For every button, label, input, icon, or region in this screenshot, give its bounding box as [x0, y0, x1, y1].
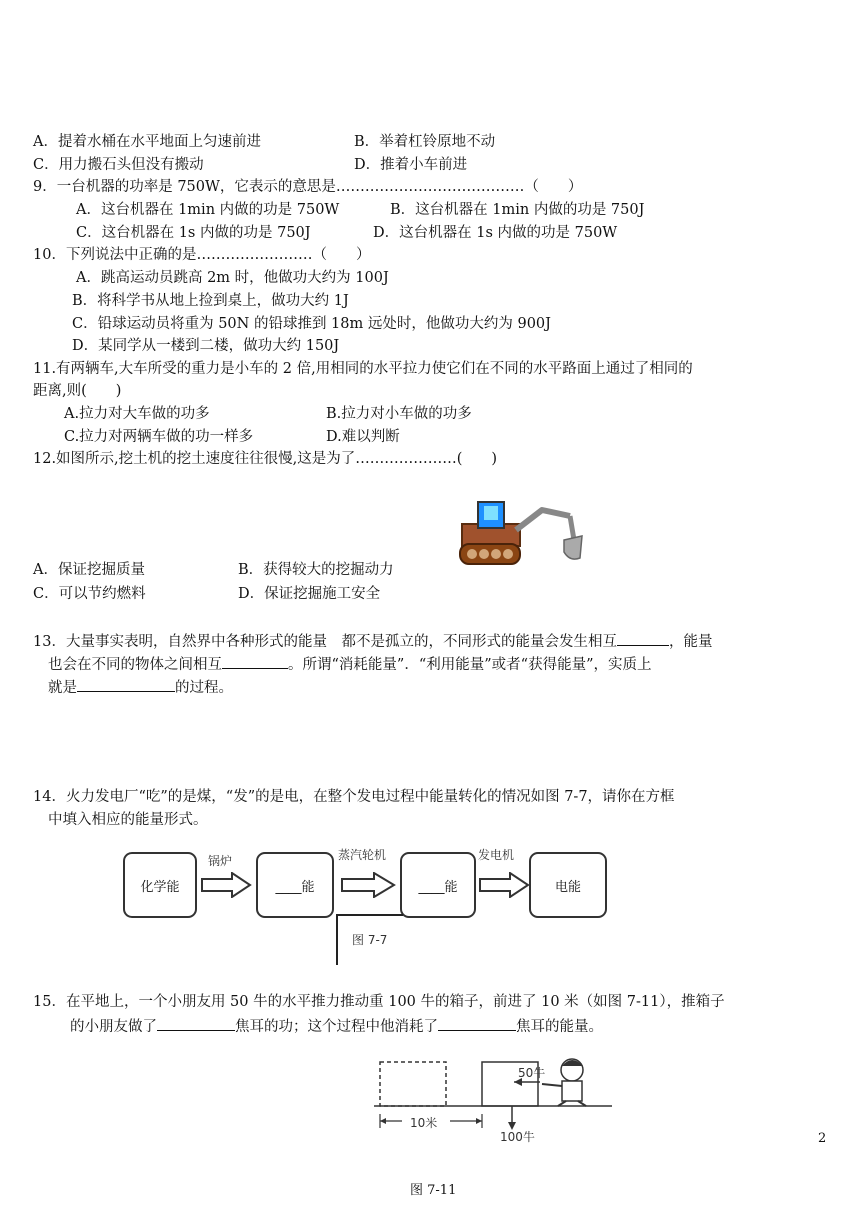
q13-blank-2[interactable] — [222, 654, 288, 669]
q11-option-b: B.拉力对小车做的功多 — [326, 406, 472, 422]
q8-option-c: C．用力搬石头但没有搬动 — [33, 157, 204, 173]
q11-option-c: C.拉力对两辆车做的功一样多 — [64, 429, 254, 445]
q9-option-c: C．这台机器在 1s 内做的功是 750J — [76, 225, 311, 241]
energy-box-chemical: 化学能 — [123, 852, 197, 918]
q9-option-a: A．这台机器在 1min 内做的功是 750W — [76, 202, 340, 218]
q15-blank-2[interactable] — [438, 1016, 516, 1031]
q10-option-c: C．铅球运动员将重为 50N 的铅球推到 18m 远处时，他做功大约为 900J — [72, 316, 551, 332]
weight-label: 100牛 — [500, 1130, 535, 1144]
arrow-label-turbine: 蒸汽轮机 — [338, 848, 387, 862]
q8-option-d: D．推着小车前进 — [354, 157, 468, 173]
q15-blank-1[interactable] — [157, 1016, 235, 1031]
q13-line1-text-b: ，能量 — [668, 634, 713, 650]
q13-line3-text-b: 的过程。 — [175, 680, 233, 696]
q13-blank-1[interactable] — [617, 631, 669, 646]
arrow-label-boiler: 锅炉 — [208, 854, 233, 868]
q15-line1: 15．在平地上，一个小朋友用 50 牛的水平推力推动重 100 牛的箱子，前进了 10 米（如图 7-11），推箱子 — [33, 994, 725, 1010]
q12-option-b: B．获得较大的挖掘动力 — [238, 562, 394, 578]
q13-line3-text: 就是 — [48, 680, 77, 696]
figure-7-11-caption: 图 7-11 — [410, 1183, 457, 1198]
q12-option-a: A．保证挖掘质量 — [33, 562, 145, 578]
q8-option-a: A．提着水桶在水平地面上匀速前进 — [33, 134, 261, 150]
arrow-right-icon — [340, 872, 396, 898]
q12-stem: 12.如图所示,挖土机的挖土速度往往很慢,这是为了…………………( ) — [33, 451, 498, 467]
q15-line2-text-b: 焦耳的功；这个过程中他消耗了 — [235, 1019, 438, 1035]
q13-line1 — [33, 631, 712, 651]
energy-box-blank-2[interactable]: ____能 — [400, 852, 476, 918]
force-label: 50牛 — [518, 1066, 546, 1080]
q13-line1-text: 13．大量事实表明，自然界中各种形式的能量 都不是孤立的，不同形式的能量会发生相互 — [33, 634, 617, 650]
q14-line1: 14．火力发电厂“吃”的是煤，“发”的是电，在整个发电过程中能量转化的情况如图 7-7，请你在方框 — [33, 789, 675, 805]
figure-7-7-caption: 图 7-7 — [352, 933, 388, 947]
q11-option-d: D.难以判断 — [326, 429, 400, 445]
q9-stem: 9．一台机器的功率是 750W，它表示的意思是…………………………………（ ） — [33, 179, 583, 195]
arrow-right-icon — [478, 872, 530, 898]
page-number: 2 — [818, 1131, 827, 1146]
q10-option-b: B．将科学书从地上捡到桌上，做功大约 1J — [72, 293, 349, 309]
q15-line2 — [70, 1016, 603, 1036]
q13-line2-text: 也会在不同的物体之间相互 — [48, 657, 222, 673]
energy-box-electric: 电能 — [529, 852, 607, 918]
q12-option-d: D．保证挖掘施工安全 — [238, 586, 381, 602]
q9-option-d: D．这台机器在 1s 内做的功是 750W — [373, 225, 618, 241]
energy-box-blank-1[interactable]: ____能 — [256, 852, 334, 918]
push-box-diagram — [372, 1056, 622, 1146]
q11-option-a: A.拉力对大车做的功多 — [64, 406, 210, 422]
q15-line2-text-a: 的小朋友做了 — [70, 1019, 157, 1035]
q8-option-b: B．举着杠铃原地不动 — [354, 134, 496, 150]
q13-line2 — [48, 654, 651, 674]
q11-stem-line1: 11.有两辆车,大车所受的重力是小车的 2 倍,用相同的水平拉力使它们在不同的水平路面上通过了相同的 — [33, 361, 693, 377]
arrow-right-icon — [200, 872, 252, 898]
arrow-label-generator: 发电机 — [478, 848, 515, 862]
q14-line2: 中填入相应的能量形式。 — [48, 812, 208, 828]
q10-option-a: A．跳高运动员跳高 2m 时，他做功大约为 100J — [76, 270, 389, 286]
q15-line2-text-c: 焦耳的能量。 — [516, 1019, 603, 1035]
q10-option-d: D．某同学从一楼到二楼，做功大约 150J — [72, 338, 340, 354]
excavator-illustration — [458, 496, 588, 576]
q12-option-c: C．可以节约燃料 — [33, 586, 146, 602]
q9-option-b: B．这台机器在 1min 内做的功是 750J — [390, 202, 645, 218]
q13-line2-text-b: 。所谓“消耗能量”．“利用能量”或者“获得能量”，实质上 — [288, 657, 652, 673]
q13-line3 — [48, 677, 233, 697]
q13-blank-3[interactable] — [77, 677, 175, 692]
q11-stem-line2: 距离,则( ) — [33, 383, 122, 399]
q10-stem: 10．下列说法中正确的是……………………（ ） — [33, 247, 371, 263]
distance-label: 10米 — [410, 1116, 438, 1130]
